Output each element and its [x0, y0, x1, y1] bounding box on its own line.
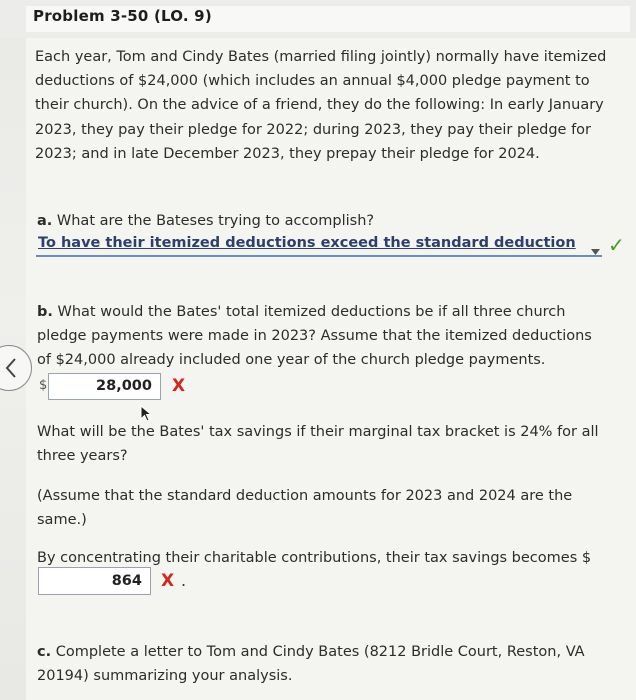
- tax-savings-prompt: By concentrating their charitable contributions, their tax savings becomes $: [37, 550, 592, 566]
- correct-check-icon: ✓: [608, 233, 625, 257]
- part-a-text: What are the Bateses trying to accomplish?: [56, 213, 375, 229]
- mouse-cursor-icon: [140, 405, 154, 423]
- assumption-note: (Assume that the standard deduction amounts for 2023 and 2024 are the same.): [37, 488, 573, 529]
- part-a-answer-dropdown[interactable]: [36, 233, 602, 257]
- tax-savings-input[interactable]: 864: [38, 567, 151, 595]
- part-a-question: [37, 209, 607, 233]
- part-b-question: [37, 300, 597, 373]
- part-b-text: What would the Bates' total itemized deductions be if all three church pledge payments were made in 2023? Assume that the itemized deductions of $24,000 already included one year of the church pledge payments.: [37, 304, 592, 369]
- part-c-text: Complete a letter to Tom and Cindy Bates (8212 Bridle Court, Reston, VA 20194) summarizing your analysis.: [37, 644, 585, 685]
- problem-title: Problem 3-50 (LO. 9): [33, 7, 212, 25]
- part-a-label: a.: [37, 213, 53, 229]
- problem-intro: Each year, Tom and Cindy Bates (married filing jointly) normally have itemized deductions of $24,000 (which includes an annual $4,000 pledge payment to their church). On the advice of a friend, they do the following: In early January 2023, they pay their pledge for 2022; during 2023, they pay their pledge for 2023; and in late December 2023, they prepay their pledge for 2024.: [35, 49, 607, 162]
- trailing-dot: .: [181, 571, 187, 590]
- part-b-label: b.: [37, 304, 53, 320]
- part-c-question: [37, 640, 607, 688]
- chevron-left-icon: [5, 357, 17, 379]
- incorrect-x-icon-2: X: [161, 571, 175, 591]
- incorrect-x-icon: X: [172, 376, 186, 396]
- chevron-down-icon[interactable]: [591, 240, 600, 259]
- currency-symbol: $: [39, 378, 48, 393]
- total-deductions-input[interactable]: 28,000: [48, 373, 161, 400]
- tax-savings-question: What will be the Bates' tax savings if their marginal tax bracket is 24% for all three years?: [37, 424, 599, 465]
- part-a-selected-answer: To have their itemized deductions exceed the standard deduction: [38, 235, 576, 251]
- part-c-label: c.: [37, 644, 52, 660]
